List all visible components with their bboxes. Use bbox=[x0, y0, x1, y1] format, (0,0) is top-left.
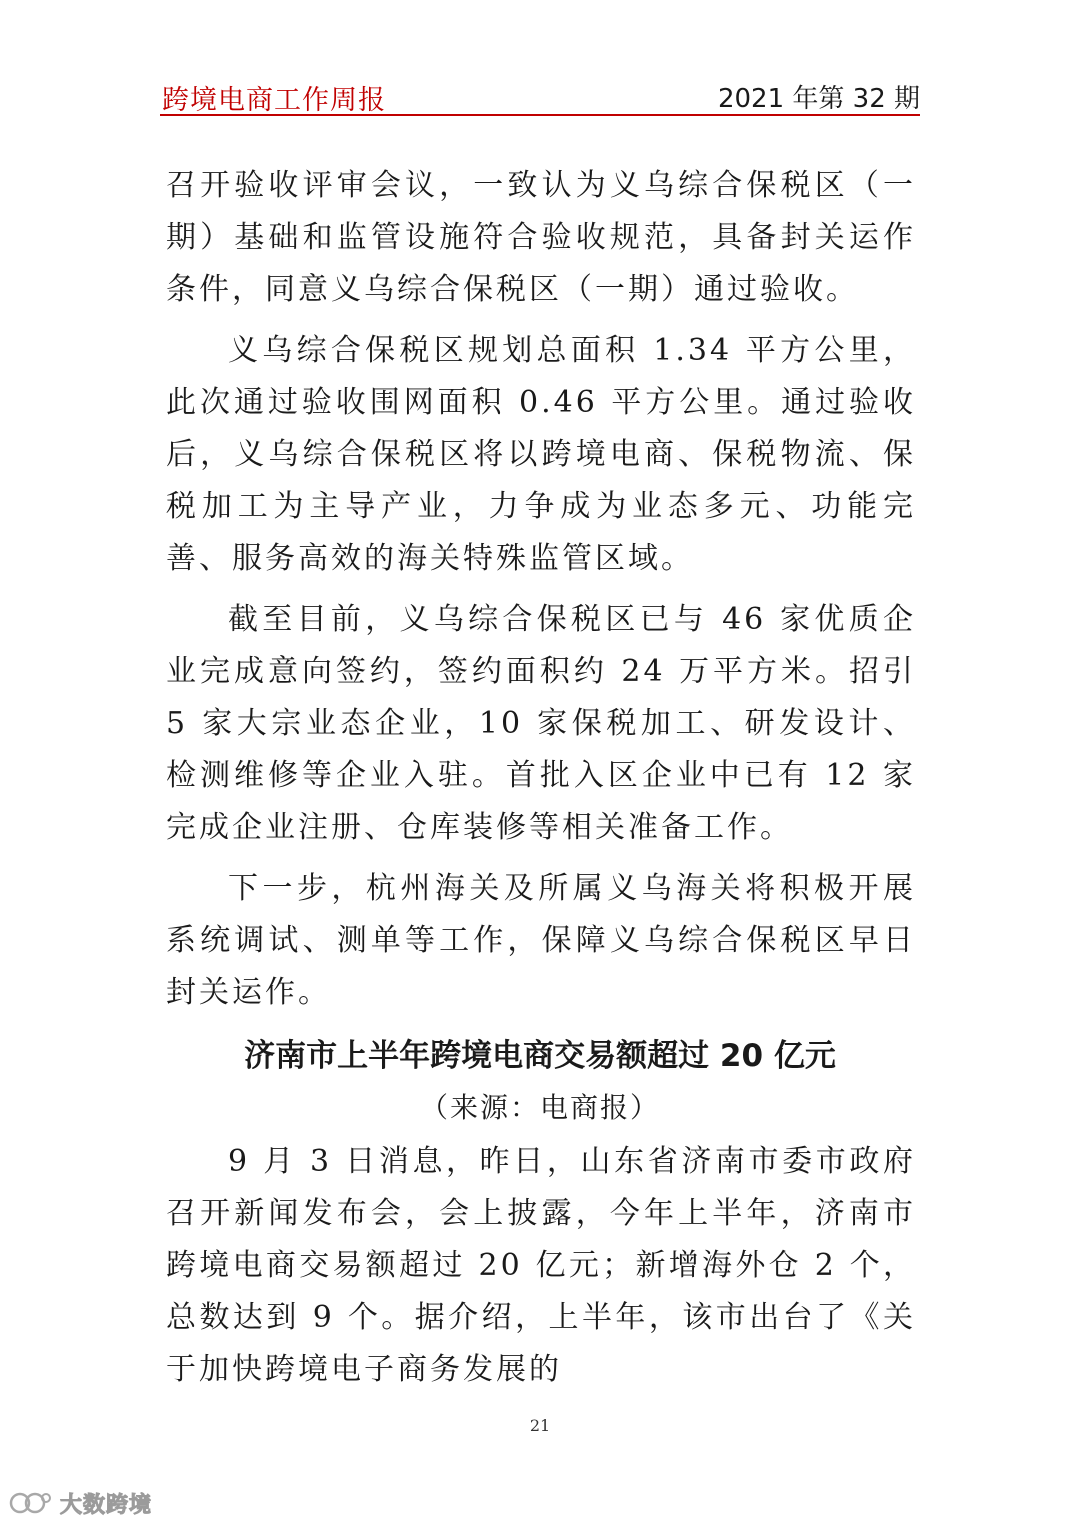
paragraph: 义乌综合保税区规划总面积 1.34 平方公里，此次通过验收围网面积 0.46 平方公里。通过验收后，义乌综合保税区将以跨境电商、保税物流、保税加工为主导产业，力争成为业态多元、功能完善、服务高效的海关特殊监管区域。 bbox=[166, 333, 916, 576]
article-body-2 bbox=[166, 1136, 916, 1396]
issue-number: 2021 年第 32 期 bbox=[717, 84, 920, 114]
publication-name: 跨境电商工作周报 bbox=[162, 85, 386, 116]
page-number: 21 bbox=[529, 1416, 551, 1435]
watermark-logo bbox=[8, 1488, 152, 1518]
paragraph: 截至目前，义乌综合保税区已与 46 家优质企业完成意向签约，签约面积约 24 万平方米。招引 5 家大宗业态企业，10 家保税加工、研发设计、检测维修等企业入驻。首批入区企业中已有 12 家完成企业注册、仓库装修等相关准备工作。 bbox=[166, 602, 916, 845]
watermark-text: 大数跨境 bbox=[60, 1492, 153, 1518]
paragraph: 9 月 3 日消息，昨日，山东省济南市委市政府召开新闻发布会，会上披露，今年上半年，济南市跨境电商交易额超过 20 亿元；新增海外仓 2 个，总数达到 9 个。据介绍，上半年，该市出台了《关于加快跨境电子商务发展的 bbox=[166, 1144, 916, 1387]
article-source: （来源：电商报） bbox=[419, 1091, 660, 1124]
paragraph: 召开验收评审会议，一致认为义乌综合保税区（一期）基础和监管设施符合验收规范，具备封关运作条件，同意义乌综合保税区（一期）通过验收。 bbox=[166, 168, 916, 307]
paragraph: 下一步，杭州海关及所属义乌海关将积极开展系统调试、测单等工作，保障义乌综合保税区早日封关运作。 bbox=[166, 871, 916, 1010]
page-header bbox=[160, 78, 920, 116]
article-title: 济南市上半年跨境电商交易额超过 20 亿元 bbox=[244, 1038, 836, 1074]
logo-icon bbox=[8, 1490, 54, 1516]
article-body bbox=[166, 160, 916, 1028]
